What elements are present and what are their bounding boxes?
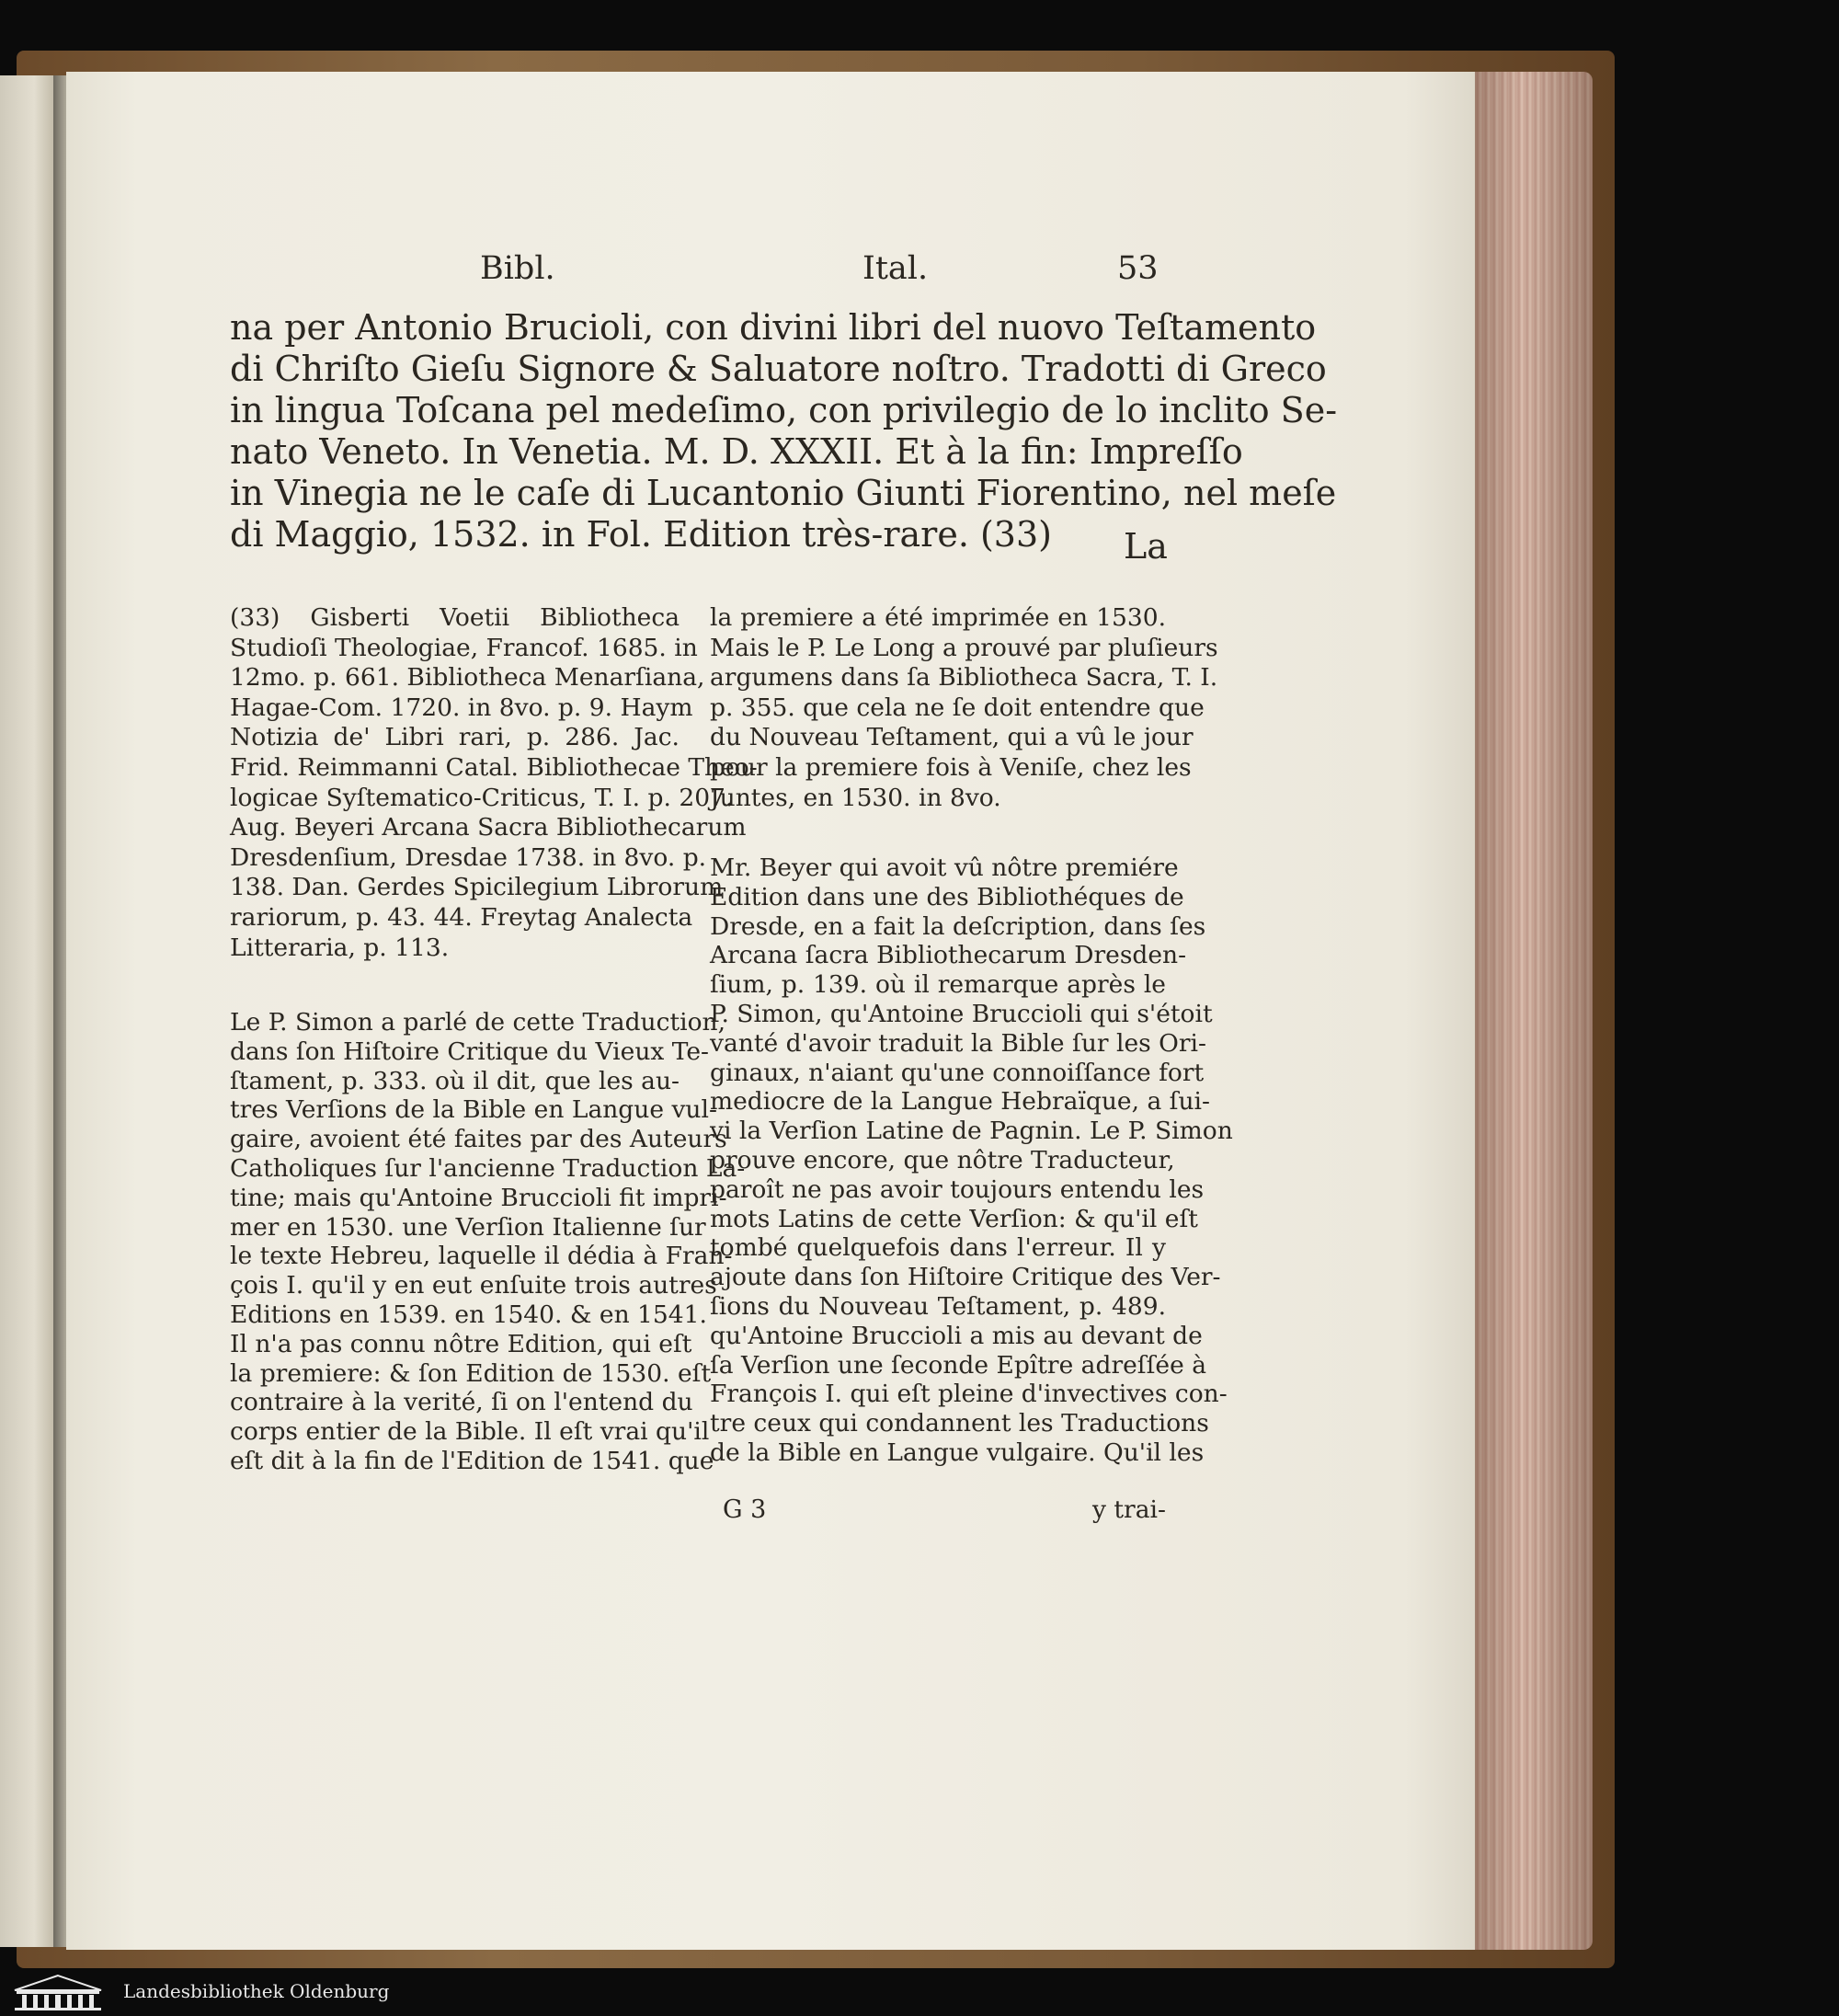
text-line: dans ſon Hiſtoire Critique du Vieux Te- <box>230 1037 710 1066</box>
text-line: di Maggio, 1532. in Fol. Edition très-rare. (33) <box>230 514 1052 555</box>
text-line: ſium, p. 139. où il remarque après le <box>710 970 1166 1000</box>
text-line: mediocre de la Langue Hebraïque, a ſui- <box>710 1087 1210 1117</box>
text-line: 138. Dan. Gerdes Spicilegium Librorum <box>230 873 724 902</box>
text-line: di Chriſto Gieſu Signore & Saluatore noſtro. Tradotti di Greco <box>230 349 1327 389</box>
text-line: rariorum, p. 43. 44. Freytag Analecta <box>230 903 693 932</box>
text-line: Frid. Reimmanni Catal. Bibliothecae Theo- <box>230 753 758 782</box>
text-line: ſa Verſion une ſeconde Epître adreſſée à <box>710 1350 1207 1380</box>
text-line: Le P. Simon a parlé de cette Traduction, <box>230 1008 726 1037</box>
running-head-left: Bibl. <box>480 250 555 287</box>
text-line: na per Antonio Brucioli, con divini libri del nuovo Teſtamento <box>230 307 1317 348</box>
text-line: Juntes, en 1530. in 8vo. <box>710 783 1001 812</box>
text-line: qu'Antoine Bruccioli a mis au devant de <box>710 1321 1203 1350</box>
left-page-edge <box>0 75 57 1947</box>
text-line: (33) Gisberti Voetii Bibliotheca <box>230 603 680 632</box>
library-name: Landesbibliothek Oldenburg <box>123 1980 390 2002</box>
catchword-top: La <box>1124 526 1168 567</box>
text-line: Dresde, en a fait la deſcription, dans ſes <box>710 911 1206 941</box>
text-line: Aug. Beyeri Arcana Sacra Bibliothecarum <box>230 813 747 842</box>
text-line: ſtament, p. 333. où il dit, que les au- <box>230 1066 680 1095</box>
text-line: Hagae-Com. 1720. in 8vo. p. 9. Haym <box>230 693 693 722</box>
text-line: Edition dans une des Bibliothéques de <box>710 882 1184 911</box>
page-edge-shade <box>1475 72 1593 1950</box>
text-line: Catholiques ſur l'ancienne Traduction La- <box>230 1154 746 1183</box>
text-line: tine; mais qu'Antoine Bruccioli fit impri- <box>230 1183 727 1212</box>
text-line: paroît ne pas avoir toujours entendu les <box>710 1174 1205 1204</box>
text-line: 12mo. p. 661. Bibliotheca Menarſiana, <box>230 663 705 693</box>
text-line: in lingua Toſcana pel medeſimo, con privilegio de lo inclito Se- <box>230 390 1338 430</box>
text-line: vi la Verſion Latine de Pagnin. Le P. Simon <box>710 1117 1233 1146</box>
text-line: Mais le P. Le Long a prouvé par pluſieurs <box>710 633 1218 662</box>
text-line: logicae Syſtematico-Criticus, T. I. p. 207. <box>230 783 734 812</box>
text-line: corps entier de la Bible. Il eſt vrai qu'il <box>230 1417 710 1447</box>
text-line: la premiere: & ſon Edition de 1530. eſt <box>230 1358 712 1388</box>
text-line: mer en 1530. une Verſion Italienne ſur <box>230 1212 706 1242</box>
text-line: du Nouveau Teſtament, qui a vû le jour <box>710 723 1194 752</box>
library-building-icon <box>11 1974 105 2012</box>
text-line: prouve encore, que nôtre Traducteur, <box>710 1146 1175 1174</box>
text-line: çois I. qu'il y en eut enſuite trois autres <box>230 1271 717 1300</box>
text-line: la premiere a été imprimée en 1530. <box>710 603 1166 632</box>
text-line: Editions en 1539. en 1540. & en 1541. <box>230 1300 707 1329</box>
text-line: François I. qui eſt pleine d'invectives con- <box>710 1380 1228 1409</box>
text-line: Mr. Beyer qui avoit vû nôtre premiére <box>710 853 1179 882</box>
signature-mark: G 3 <box>723 1495 767 1524</box>
text-line: mots Latins de cette Verſion: & qu'il eſt <box>710 1204 1198 1233</box>
text-line: tres Verſions de la Bible en Langue vul- <box>230 1095 717 1125</box>
text-line: P. Simon, qu'Antoine Bruccioli qui s'étoit <box>710 1000 1213 1028</box>
text-line: ginaux, n'aiant qu'une connoiſſance fort <box>710 1058 1205 1087</box>
text-line: Studioſi Theologiae, Francof. 1685. in <box>230 633 698 662</box>
text-line: ſions du Nouveau Teſtament, p. 489. <box>710 1292 1166 1321</box>
running-head-center: Ital. <box>862 250 929 287</box>
text-line: nato Veneto. In Venetia. M. D. XXXII. Et à la fin: Impreſſo <box>230 431 1243 472</box>
text-line: argumens dans ſa Bibliotheca Sacra, T. I. <box>710 663 1218 693</box>
text-line: pour la premiere fois à Veniſe, chez les <box>710 753 1192 782</box>
text-line: le texte Hebreu, laquelle il dédia à Fran- <box>230 1242 733 1271</box>
text-line: Litteraria, p. 113. <box>230 933 450 962</box>
text-line: gaire, avoient été faites par des Auteurs <box>230 1125 727 1154</box>
text-line: Il n'a pas connu nôtre Edition, qui eſt <box>230 1329 692 1358</box>
text-line: tombé quelquefois dans l'erreur. Il y <box>710 1233 1166 1263</box>
text-line: vanté d'avoir traduit la Bible ſur les Ori- <box>710 1028 1206 1058</box>
text-line: tre ceux qui condannent les Traductions <box>710 1409 1209 1438</box>
text-line: p. 355. que cela ne ſe doit entendre que <box>710 693 1205 722</box>
text-line: Arcana ſacra Bibliothecarum Dresden- <box>710 941 1187 970</box>
text-line: eſt dit à la fin de l'Edition de 1541. que <box>230 1447 714 1475</box>
text-line: de la Bible en Langue vulgaire. Qu'il les <box>710 1438 1205 1467</box>
text-line: contraire à la verité, ſi on l'entend du <box>230 1388 693 1417</box>
text-line: Notizia de' Libri rari, p. 286. Jac. <box>230 723 680 752</box>
text-line: ajoute dans ſon Hiſtoire Critique des Ver- <box>710 1263 1221 1292</box>
catchword-bottom: y trai- <box>1092 1495 1166 1524</box>
page-number: 53 <box>1117 250 1159 287</box>
text-line: in Vinegia ne le caſe di Lucantonio Giunti Fiorentino, nel meſe <box>230 473 1337 513</box>
text-line: Dresdenſium, Dresdae 1738. in 8vo. p. <box>230 842 707 872</box>
